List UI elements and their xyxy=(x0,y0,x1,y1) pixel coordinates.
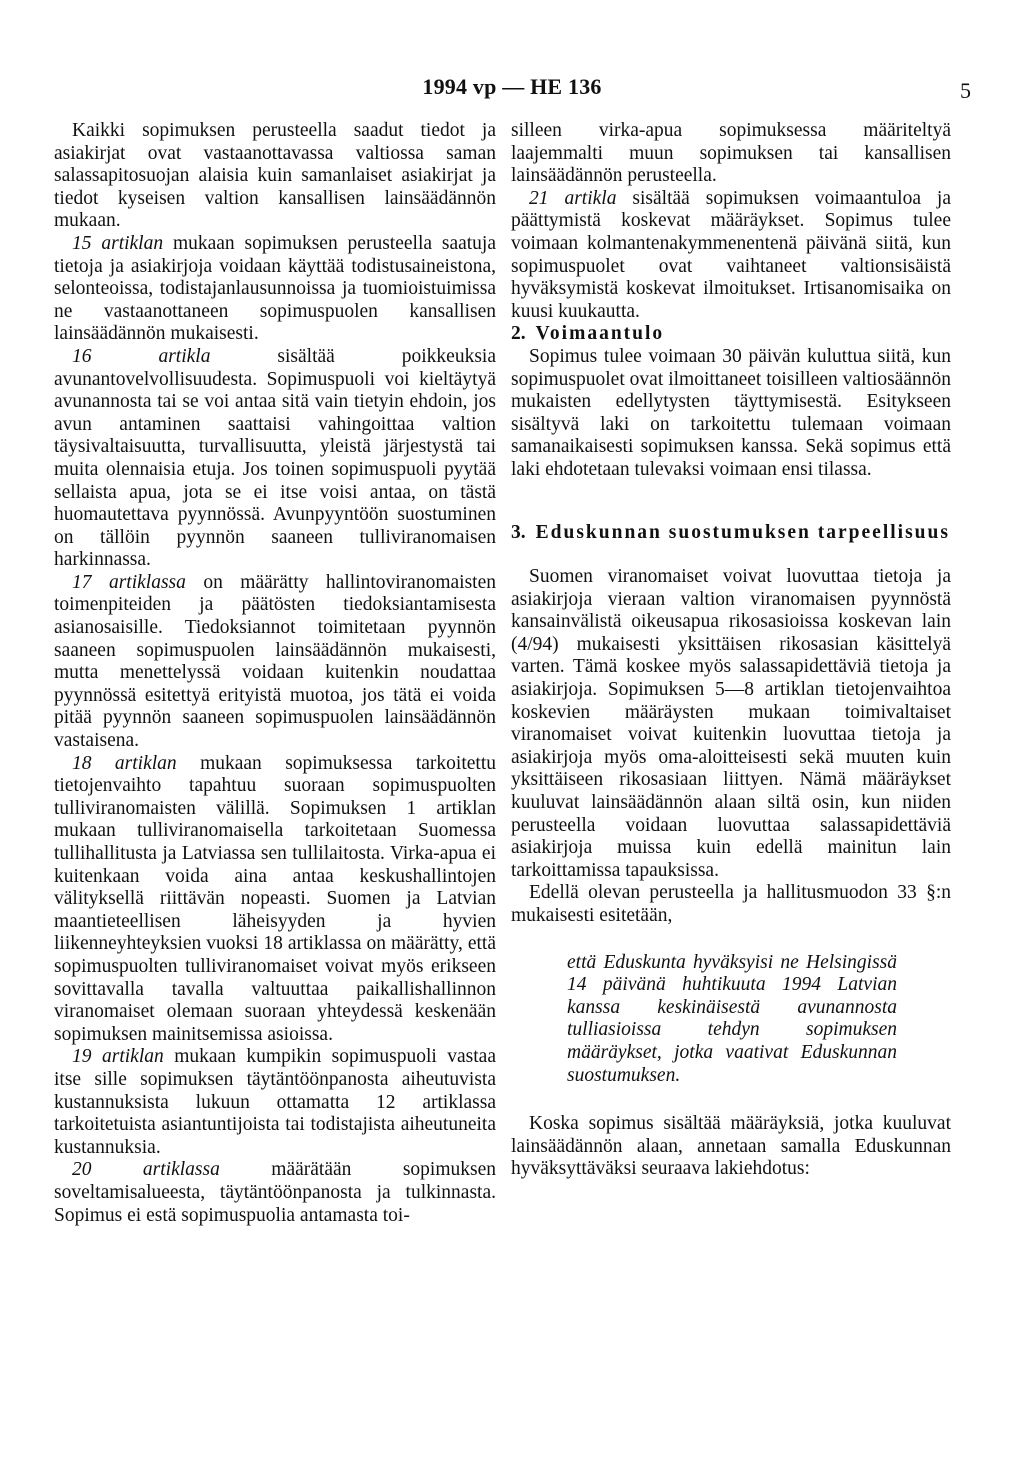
article-reference: 20 artiklassa xyxy=(72,1159,220,1181)
page-number: 5 xyxy=(960,78,971,103)
right-column xyxy=(511,120,951,1181)
article-reference: 16 artikla xyxy=(72,345,211,367)
paragraph-law-proposal: Koska sopimus sisältää määräyksiä, jotka kuuluvat lainsäädännön alaan, annetaan samalla Eduskunnan hyväksyttäväksi seuraava lakiehdotus: xyxy=(511,1113,951,1180)
section-title: Voimaantulo xyxy=(535,323,665,345)
paragraph-proposal-intro: Edellä olevan perusteella ja hallitusmuodon 33 §:n mukaisesti esitetään, xyxy=(511,882,951,926)
article-reference: 21 artikla xyxy=(529,187,617,209)
paragraph-entry-into-force: Sopimus tulee voimaan 30 päivän kuluttua siitä, kun sopimuspuolet ovat ilmoittaneet toisilleen valtiosäännön mukaisten edellytysten täyttymisestä. Esitykseen sisältyvä laki on tarkoitettu tulemaan voimaan samanaikaisesti sopimuksen kanssa. Sekä sopimus että laki ehdotetaan tulevaksi voimaan ensi tilassa. xyxy=(511,345,951,480)
paragraph-text: sisältää sopimuksen voimaantuloa ja päättymistä koskevat määräykset. Sopimus tulee voimaan kolmantenakymmenentenä päivänä siitä, kun sopimuspuolet ovat vaihtaneet valtionsisäistä hyväksymistä koskevat ilmoitukset. Irtisanomisaika on kuusi kuukautta. xyxy=(511,187,952,322)
paragraph-article-19 xyxy=(54,1046,496,1159)
paragraph-article-15 xyxy=(54,233,496,346)
paragraph-continuation: silleen virka-apua sopimuksessa määriteltyä laajemmalti muun sopimuksen tai kansallisen lainsäädännön perusteella. xyxy=(511,120,951,187)
article-reference: 17 artiklassa xyxy=(72,571,186,593)
page-header-title: 1994 vp — HE 136 xyxy=(422,74,602,99)
paragraph-article-21 xyxy=(511,188,951,324)
section-number: 2. xyxy=(511,323,526,345)
paragraph-text: määrätään sopimuksen soveltamisalueesta, täytäntöönpanosta ja tulkinnasta. Sopimus ei estä sopimuspuolia antamasta toi- xyxy=(54,1159,496,1226)
section-heading-consent xyxy=(511,522,951,545)
paragraph-text: mukaan sopimuksen perusteella saatuja tietoja ja asiakirjoja voidaan käyttää todistusaineistona, selonteoissa, todistajanlausunnoissa ja tuomioistuimissa ne vastaanottaneen sopimuspuolen kansallisen lainsäädännön mukaisesti. xyxy=(54,232,496,345)
paragraph-article-18 xyxy=(54,753,496,1047)
article-reference: 15 artiklan xyxy=(72,232,164,254)
paragraph-article-16 xyxy=(54,346,496,572)
paragraph-article-17 xyxy=(54,572,496,753)
proposal-statement: että Eduskunta hyväksyisi ne Helsingissä 14 päivänä huhtikuuta 1994 Latvian kanssa keskinäisestä avunannosta tulliasioissa tehdyn sopimuksen määräykset, jotka vaativat Eduskunnan suostumuksen. xyxy=(567,951,897,1086)
left-column xyxy=(54,120,496,1227)
paragraph-authorities: Suomen viranomaiset voivat luovuttaa tietoja ja asiakirjoja vieraan valtion viranomaisen pyynnöstä kansainvälistä oikeusapua rikosasioissa koskevan lain (4/94) mukaisesti yksittäisen rikosasian käsittelyä varten. Tämä koskee myös salassapidettäviä tietoja ja asiakirjoja. Sopimuksen 5—8 artiklan tietojenvaihtoa koskevien määräysten mukaan toimivaltaiset viranomaiset voivat kuitenkin luovuttaa tietoja ja asiakirjoja myös oma-aloitteisesti sekä muuten kuin yksittäiseen rikosasiaan liittyen. Nämä määräykset kuuluvat lainsäädännön alaan siltä osin, kun niiden perusteella voidaan luovuttaa salassapidettäviä asiakirjoja muissa kuin edellä mainitun lain tarkoittamissa tapauksissa. xyxy=(511,566,951,881)
section-title: Eduskunnan suostumuksen tarpeellisuus xyxy=(535,521,950,543)
section-heading-voimaantulo xyxy=(511,323,951,346)
article-reference: 19 artiklan xyxy=(72,1046,164,1068)
paragraph-confidentiality: Kaikki sopimuksen perusteella saadut tiedot ja asiakirjat ovat vastaanottavassa valtiossa saman salassapitosuojan alaisia kuin samanlaiset asiakirjat ja tiedot kyseisen valtion kansallisen lainsäädännön mukaan. xyxy=(54,120,496,232)
section-number: 3. xyxy=(511,521,526,543)
paragraph-text: mukaan kumpikin sopimuspuoli vastaa itse sille sopimuksen täytäntöönpanosta aiheutuvista kustannuksista lukuun ottamatta 12 artiklassa tarkoitetuista asiantuntijoista tai todistajista aiheutuneita kustannuksia. xyxy=(54,1046,496,1158)
paragraph-text: sisältää poikkeuksia avunantovelvollisuudesta. Sopimuspuoli voi kieltäytyä avunannosta tai se voi antaa sitä vain tietyin ehdoin, jos avun antaminen saattaisi vahingoittaa valtion täysivaltaisuutta, turvallisuutta, yleistä järjestystä tai muita olennaisia etuja. Jos toinen sopimuspuoli pyytää sellaista apua, jota se ei itse voisi antaa, on tästä huomautettava pyynnössä. Avunpyyntöön suostuminen on tällöin pyynnön saaneen tulliviranomaisen harkinnassa. xyxy=(54,345,496,571)
paragraph-text: mukaan sopimuksessa tarkoitettu tietojenvaihto tapahtuu suoraan sopimuspuolten tulliviranomaisten välillä. Sopimuksen 1 artiklan mukaan tulliviranomaisella tarkoitetaan Suomessa tullihallitusta ja Latviassa sen tullilaitosta. Virka-apua ei kuitenkaan voida aina antaa keskushallintojen välityksellä riittävän nopeasti. Suomen ja Latvian maantieteellisen läheisyyden ja hyvien liikenneyhteyksien vuoksi 18 artiklassa on määrätty, että sopimuspuolten tulliviranomaiset voivat myös erikseen sovittavalla tavalla valtuuttaa paikallishallinnon viranomaiset olemaan suoraan yhteydessä keskenään sopimuksen mainitsemissa asioissa. xyxy=(54,752,496,1045)
paragraph-text: on määrätty hallintoviranomaisten toimenpiteiden ja päätösten tiedoksiantamisesta asianosaisille. Tiedoksiannot toimitetaan pyynnön saaneen sopimuspuolen lainsäädännön mukaisesti, mutta menettelyssä voidaan kuitenkin noudattaa pyynnössä esitettyä erityistä muotoa, jos tätä ei voida pitää pyynnön saaneen sopimuspuolen lainsäädännön vastaisena. xyxy=(54,571,496,752)
paragraph-article-20 xyxy=(54,1159,496,1227)
article-reference: 18 artiklan xyxy=(72,752,177,774)
